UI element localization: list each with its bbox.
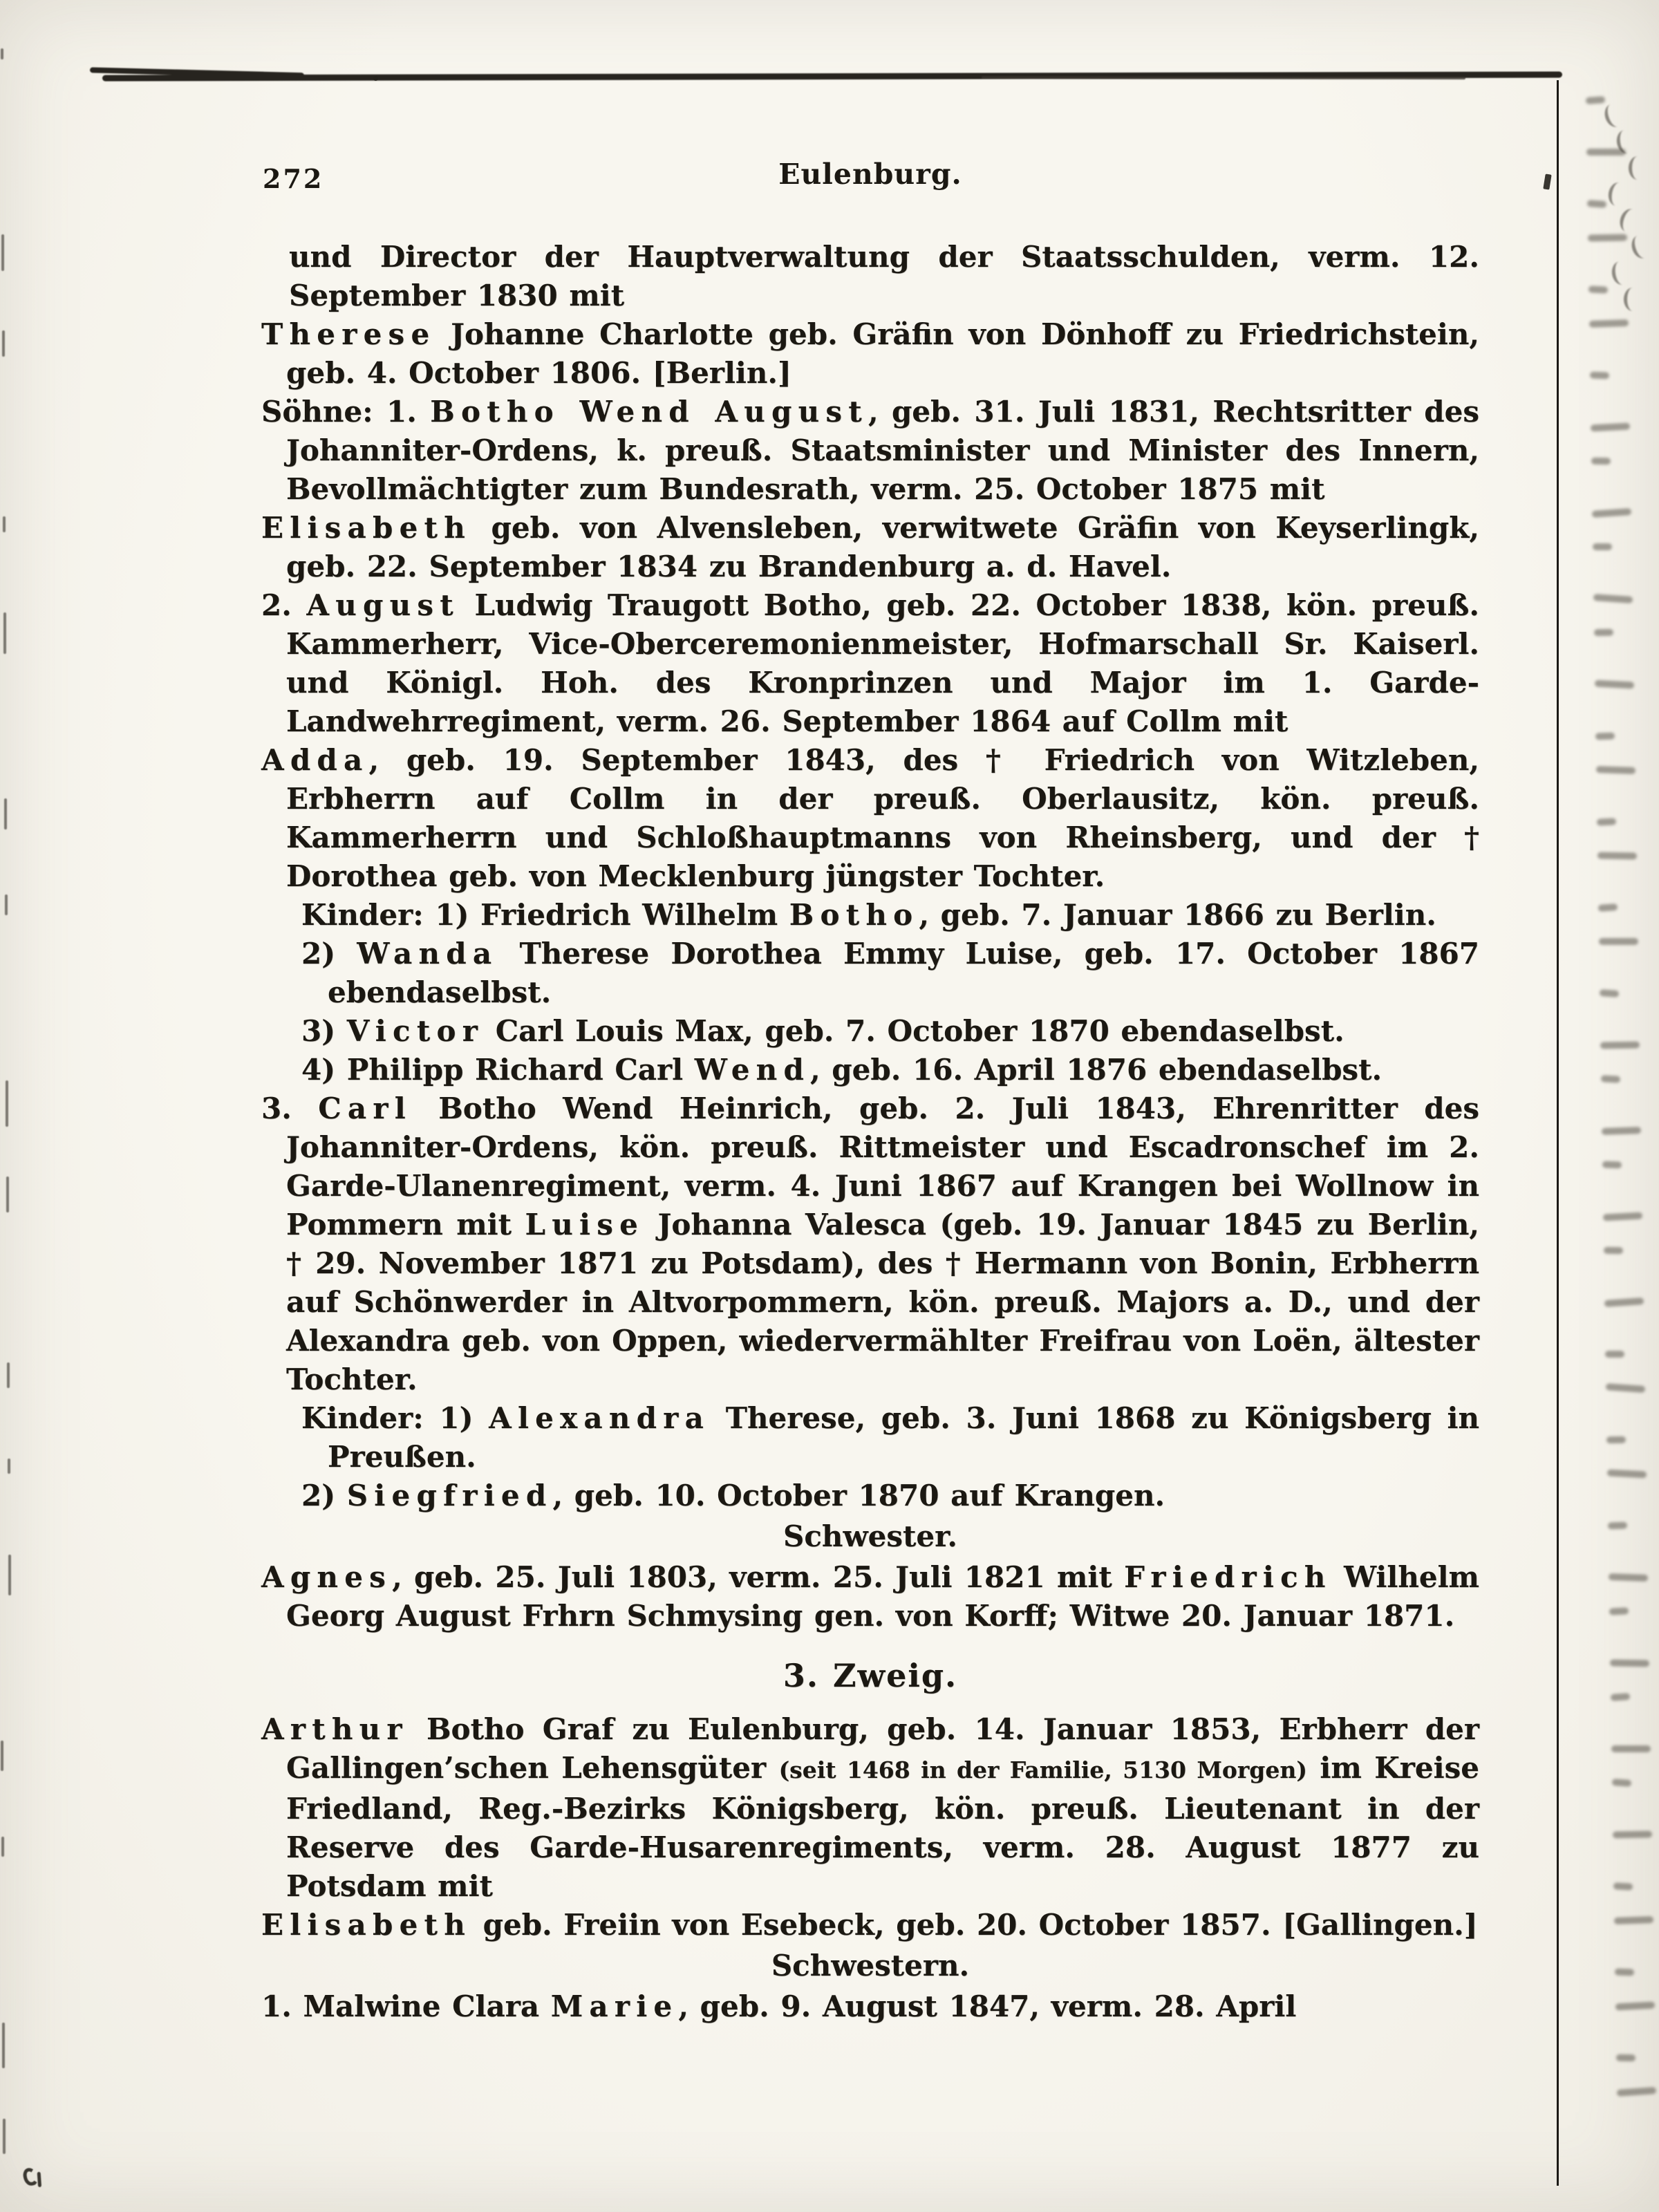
spaced-name: Carl — [318, 1091, 412, 1125]
text-segment: Kinder: 1) Friedrich Wilhelm — [301, 898, 789, 932]
text-segment: , geb. 7. Januar 1866 zu Berlin. — [919, 898, 1436, 932]
page-curl-mark — [1624, 288, 1642, 311]
text-segment: im Kreise Friedland, Reg.-Bezirks Königsberg, kön. preuß. Lieutenant in der Reserve des Garde-Husarenregiments, verm. 28. August 1877 zu Potsdam mit — [286, 1751, 1479, 1903]
bleed-smudge — [1606, 1436, 1626, 1443]
bleed-smudge — [1602, 1161, 1622, 1169]
bleed-smudge — [1597, 818, 1616, 825]
text-segment: 2) — [301, 1479, 347, 1512]
page-curl-mark — [1607, 181, 1629, 207]
scan-mark — [5, 894, 8, 915]
page-curl-mark — [1611, 260, 1632, 286]
bleed-smudge — [1588, 285, 1608, 293]
bleed-smudge — [1586, 96, 1606, 104]
spaced-name: Arthur — [261, 1712, 409, 1746]
bleed-smudge — [1604, 1247, 1623, 1254]
bleed-smudge — [1612, 1779, 1632, 1787]
bleed-smudge — [1590, 372, 1609, 379]
text-segment: 4) Philipp Richard Carl — [301, 1053, 695, 1087]
text-segment: , geb. 10. October 1870 auf Krangen. — [552, 1479, 1165, 1512]
scan-mark — [1, 234, 4, 271]
bleed-smudge — [1613, 1831, 1652, 1839]
text-segment: 3. Zweig. — [782, 1657, 958, 1694]
spaced-name: Agnes — [261, 1560, 393, 1594]
bleed-smudge — [1603, 1212, 1642, 1221]
scan-mark-bottom-left — [21, 2166, 39, 2187]
section-heading — [261, 1656, 1479, 1695]
text-segment: , geb. 19. September 1843, des † Friedrich von Witzleben, Erbherrn auf Collm in der preuß. Oberlausitz, kön. preuß. Kammerherrn und Schloßhauptmanns von Rheinsberg, und der † Dorothea geb. von Mecklenburg jüngster Tochter. — [286, 743, 1479, 893]
paragraph — [301, 896, 1479, 935]
text-segment: Botho Wend Heinrich, geb. 2. Juli 1843, Ehrenritter des Johanniter-Ordens, kön. preuß. Rittmeister und Escadronschef im 2. Garde-Ulanenregiment, verm. 4. Juni 1867 auf Krangen bei Wollnow in Pommern mit — [286, 1091, 1480, 1241]
spaced-name: Elisabeth — [261, 1908, 471, 1942]
scan-mark — [6, 1080, 8, 1127]
spaced-name: Friedrich — [1124, 1560, 1332, 1594]
text-segment: (seit 1468 in der Familie, 5130 Morgen) — [778, 1756, 1307, 1783]
page-edge-rule — [1557, 80, 1559, 2186]
paragraph — [261, 315, 1479, 393]
page-number: 272 — [263, 163, 324, 194]
bleed-smudge — [1617, 2087, 1657, 2097]
spaced-name: Therese — [261, 317, 436, 351]
text-segment: Kinder: 1) — [301, 1401, 489, 1435]
bleed-smudge — [1615, 1969, 1634, 1976]
bleed-smudge — [1604, 1297, 1644, 1307]
text-segment: 3. — [261, 1091, 319, 1125]
spaced-name: Elisabeth — [261, 511, 471, 545]
bleed-smudge — [1592, 508, 1632, 518]
scan-mark-top-right — [1543, 174, 1551, 189]
page-curl-mark — [1617, 207, 1641, 234]
page-curl-mark — [1629, 156, 1647, 180]
bleed-smudge — [1600, 989, 1620, 997]
paragraph — [261, 393, 1479, 509]
bleed-smudge — [1595, 733, 1615, 740]
adjacent-page-bleed — [1582, 0, 1659, 2212]
text-segment: Schwestern. — [771, 1949, 970, 1983]
paragraph — [261, 1987, 1479, 2026]
text-segment: Söhne: 1. — [261, 395, 431, 429]
paragraph — [261, 1906, 1479, 1944]
bleed-smudge — [1611, 1693, 1631, 1701]
text-segment: und Director der Hauptverwaltung der Staatsschulden, verm. 12. September 1830 mit — [289, 240, 1479, 312]
text-segment: , geb. 9. August 1847, verm. 28. April — [678, 1989, 1297, 2023]
scan-mark — [8, 1555, 11, 1595]
paragraph — [301, 1399, 1479, 1477]
scan-edge-marks-left — [0, 0, 14, 2212]
spaced-name: Botho — [789, 898, 919, 932]
bleed-smudge — [1608, 1522, 1627, 1530]
text-block — [261, 238, 1479, 2026]
text-segment: geb. Freiin von Esebeck, geb. 20. October 1857. [Gallingen.] — [471, 1908, 1478, 1942]
bleed-smudge — [1611, 1745, 1651, 1752]
bleed-smudge — [1615, 2002, 1655, 2011]
bleed-smudge — [1593, 543, 1612, 550]
paragraph — [261, 1710, 1479, 1906]
bleed-smudge — [1598, 903, 1618, 912]
bleed-smudge — [1606, 1383, 1646, 1393]
scan-mark — [4, 798, 7, 830]
bleed-smudge — [1589, 319, 1629, 328]
text-segment: Therese, geb. 3. Juni 1868 zu Königsberg in Preußen. — [328, 1401, 1479, 1474]
text-segment: Johanna Valesca (geb. 19. Januar 1845 zu Berlin, † 29. November 1871 zu Potsdam), des † Hermann von Bonin, Erbherrn auf Schönwerder in Altvorpommern, kön. preuß. Majors a. D., und der Alexandra geb. von Oppen, wiedervermählter Freifrau von Loën, ältester Tochter. — [286, 1208, 1479, 1396]
bleed-smudge — [1587, 200, 1607, 208]
bleed-smudge — [1588, 234, 1627, 242]
page-curl-mark — [1602, 102, 1626, 129]
scan-edge-artifact-top — [102, 71, 1562, 81]
bleed-smudge — [1616, 2054, 1635, 2061]
text-segment: Wilhelm Georg August Frhrn Schmysing gen. von Korff; Witwe 20. Januar 1871. — [286, 1560, 1479, 1633]
spaced-name: Adda — [261, 743, 369, 777]
page-curl-mark — [1629, 233, 1653, 261]
spaced-name: Wanda — [357, 937, 498, 971]
bleed-smudge — [1609, 1573, 1648, 1582]
bleed-smudge — [1600, 1042, 1640, 1049]
spaced-name: Alexandra — [489, 1401, 711, 1435]
bleed-smudge — [1596, 766, 1635, 774]
text-segment: Ludwig Traugott Botho, geb. 22. October 1838, kön. preuß. Kammerherr, Vice-Oberceremonienmeister, Hofmarschall Sr. Kaiserl. und Königl. Hoh. des Kronprinzen und Major im 1. Garde-Landwehrregiment, verm. 26. September 1864 auf Collm mit — [286, 588, 1479, 738]
scan-mark — [8, 1459, 10, 1474]
bleed-smudge — [1597, 852, 1637, 860]
bleed-smudge — [1609, 1607, 1629, 1615]
bleed-smudge — [1602, 1127, 1641, 1135]
bleed-smudge — [1605, 1351, 1624, 1358]
text-segment: , geb. 25. Juli 1803, verm. 25. Juli 1821 mit — [392, 1560, 1125, 1594]
bleed-smudge — [1591, 458, 1611, 465]
text-segment: Botho Graf zu Eulenburg, geb. 14. Januar 1853, Erbherr der Gallingen’schen Lehensgüter — [286, 1712, 1479, 1785]
ink-dot — [373, 76, 378, 81]
page-header-row — [261, 158, 1479, 202]
scan-mark — [6, 1177, 9, 1212]
text-segment: , geb. 16. April 1876 ebendaselbst. — [810, 1053, 1382, 1087]
text-segment: Therese Dorothea Emmy Luise, geb. 17. October 1867 ebendaselbst. — [328, 937, 1479, 1009]
text-segment: 2. — [261, 588, 307, 622]
scan-mark — [1, 1741, 3, 1771]
text-segment: 2) — [301, 937, 357, 971]
spaced-name: August — [306, 588, 460, 622]
bleed-smudge — [1614, 1916, 1653, 1924]
scan-mark — [1, 48, 3, 59]
paragraph — [261, 1558, 1479, 1635]
spaced-name: Marie — [550, 1989, 679, 2023]
spaced-name: Botho Wend August — [430, 395, 868, 429]
bleed-smudge — [1601, 1075, 1620, 1082]
bleed-smudge — [1613, 1882, 1633, 1890]
scan-mark — [1, 1837, 4, 1857]
paragraph — [301, 1477, 1479, 1515]
paragraph — [301, 935, 1479, 1012]
spaced-name: Luise — [525, 1208, 645, 1241]
scan-mark — [3, 612, 6, 654]
bleed-smudge — [1599, 938, 1638, 945]
text-segment: 1. Malwine Clara — [261, 1989, 551, 2023]
paragraph — [261, 1089, 1479, 1399]
spaced-name: Wend — [694, 1053, 811, 1087]
text-segment: Schwester. — [783, 1519, 957, 1553]
text-segment: 3) — [301, 1014, 347, 1048]
spaced-name: Siegfried — [346, 1479, 553, 1512]
spaced-name: Victor — [346, 1014, 485, 1048]
scan-mark — [3, 516, 6, 532]
bleed-smudge — [1593, 594, 1633, 603]
text-segment: geb. von Alvensleben, verwitwete Gräfin von Keyserlingk, geb. 22. September 1834 zu Brandenburg a. d. Havel. — [286, 511, 1479, 583]
section-heading — [261, 1947, 1479, 1985]
text-segment: , geb. 31. Juli 1831, Rechtsritter des Johanniter-Ordens, k. preuß. Staatsminister und Minister des Innern, Bevollmächtigter zum Bundesrath, verm. 25. October 1875 mit — [286, 395, 1480, 506]
bleed-smudge — [1610, 1660, 1649, 1667]
running-header: Eulenburg. — [778, 158, 962, 191]
text-segment: Johanne Charlotte geb. Gräfin von Dönhoff zu Friedrichstein, geb. 4. October 1806. [Berlin.] — [286, 317, 1479, 390]
text-segment: Carl Louis Max, geb. 7. October 1870 ebendaselbst. — [484, 1014, 1344, 1048]
paragraph — [301, 1012, 1479, 1051]
scan-mark — [3, 2119, 6, 2154]
paragraph — [301, 1051, 1479, 1089]
paragraph — [261, 741, 1479, 896]
bleed-smudge — [1607, 1470, 1647, 1479]
scan-mark — [2, 330, 5, 357]
section-heading — [261, 1517, 1479, 1556]
bleed-smudge — [1595, 680, 1634, 689]
paragraph — [261, 509, 1479, 586]
bleed-smudge — [1594, 629, 1613, 636]
paragraph — [261, 586, 1479, 741]
paragraph — [261, 238, 1479, 315]
bleed-smudge — [1591, 423, 1630, 432]
scan-mark — [2, 2023, 5, 2068]
scan-mark — [7, 1362, 10, 1388]
